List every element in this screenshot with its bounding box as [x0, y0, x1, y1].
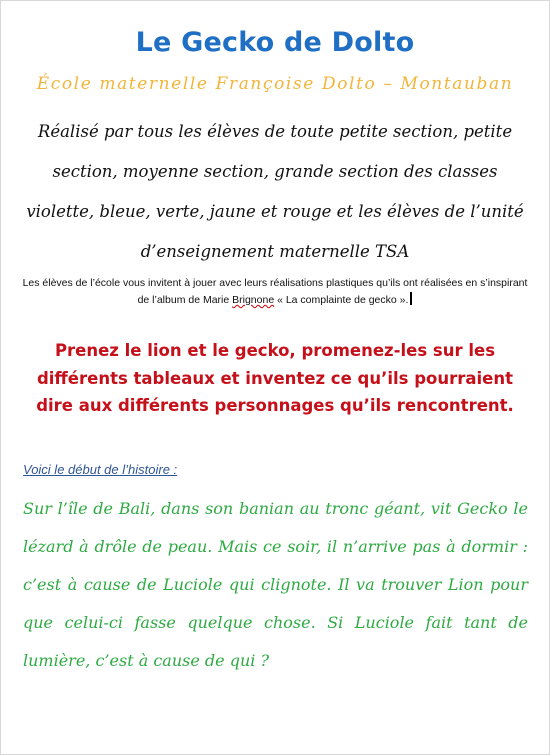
- story-heading: Voici le début de l’histoire :: [23, 462, 178, 477]
- instructions-paragraph: Prenez le lion et le gecko, promenez-les sur les différents tableaux et inventez ce qu’ils pourraient dire aux différents personnages qu’ils rencontrent.: [36, 341, 514, 415]
- intro-paragraph: [18, 275, 532, 309]
- text-cursor: [410, 292, 412, 305]
- school-name: École maternelle Françoise Dolto – Montauban: [36, 74, 514, 94]
- page-title: Le Gecko de Dolto: [135, 27, 415, 58]
- intro-text-start: Les élèves de l’école vous invitent à jouer avec leurs réalisations plastiques qu’ils ont réalisées en s’inspirant de l’album de Marie: [22, 277, 528, 306]
- credits-paragraph: Réalisé par tous les élèves de toute petite section, petite section, moyenne section, grande section des classes violette, bleue, verte, jaune et rouge et les élèves de l’unité d’enseignement maternelle TSA: [26, 122, 524, 261]
- story-text: Sur l’île de Bali, dans son banian au tronc géant, vit Gecko le lézard à drôle de peau. Mais ce soir, il n’arrive pas à dormir : c’est à cause de Luciole qui clignote. Il va trouver Lion pour que celui-ci fasse quelque chose. Si Luciole fait tant de lumière, c’est à cause de qui ?: [23, 499, 528, 670]
- intro-text-end: « La complainte de gecko ».: [274, 294, 409, 306]
- author-name: Brignone: [232, 294, 275, 306]
